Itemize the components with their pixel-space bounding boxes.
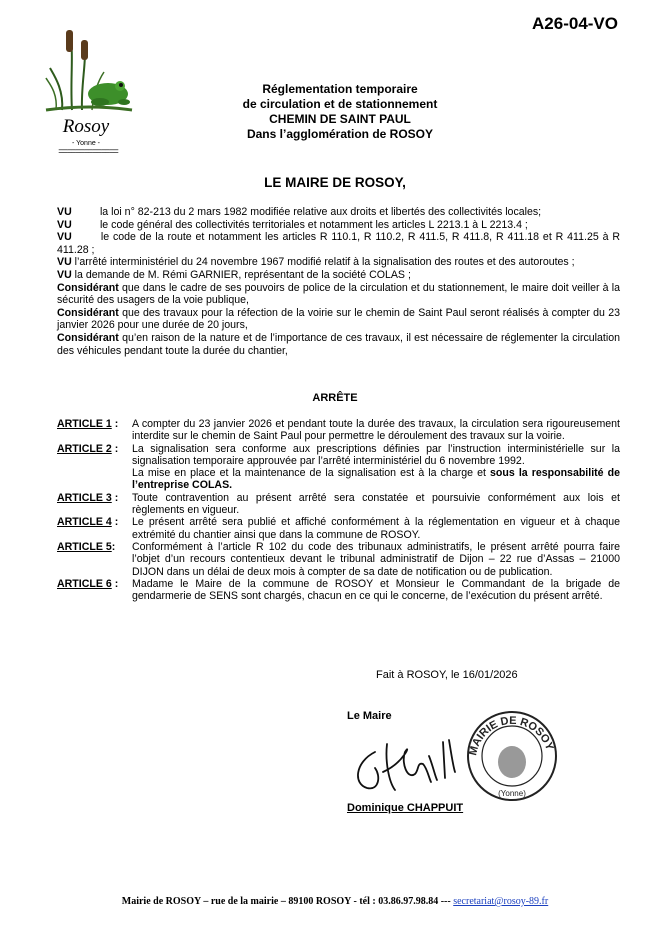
logo-department: - Yonne - bbox=[71, 140, 101, 147]
footer-email-link[interactable]: secretariat@rosoy-89.fr bbox=[453, 896, 549, 907]
consideration-item: VU l’arrêté interministériel du 24 novembre 1967 modifié relatif à la signalisation des routes et des autoroutes ; bbox=[57, 256, 575, 269]
town-logo bbox=[44, 20, 134, 115]
signature-title: Le Maire bbox=[347, 710, 392, 722]
article: ARTICLE 2 : La signalisation sera conforme aux prescriptions définies par l’instruction interministérielle sur la signalisation temporaire approuvée par l’arrêté interministériel du 6 novembre 1992. La mise en place et la maintenance de la signalisation est à la charge et sous la responsabilité de l’entreprise COLAS. bbox=[57, 442, 620, 492]
article-label: ARTICLE 3 bbox=[57, 491, 112, 504]
footer-address: Mairie de ROSOY – rue de la mairie – 89100 ROSOY - tél : 03.86.97.98.84 --- bbox=[121, 896, 454, 907]
consideration-item: VU la demande de M. Rémi GARNIER, représentant de la société COLAS ; bbox=[57, 268, 411, 281]
consideration-item: VU le code de la route et notamment les articles R 110.1, R 110.2, R 411.5, R 411.8, R 411.18 et R 411.25 à R 411.28 ; bbox=[57, 231, 620, 256]
consideration-item: VU la loi n° 82-213 du 2 mars 1982 modifiée relative aux droits et libertés des collectivités locales; bbox=[57, 206, 542, 218]
consideration-item: Considérant que des travaux pour la réfection de la voirie sur le chemin de Saint Paul seront réalisés à compter du 23 janvier 2026 pour une durée de 20 jours, bbox=[57, 306, 620, 332]
article-label: ARTICLE 1 bbox=[57, 418, 112, 430]
document-title bbox=[170, 82, 510, 142]
logo-town-name: Rosoy bbox=[62, 116, 110, 137]
arrete-heading: ARRÊTE bbox=[312, 392, 358, 404]
document-reference: A26-04-VO bbox=[532, 14, 618, 33]
signer-name: Dominique CHAPPUIT bbox=[347, 802, 464, 814]
cattail-icon bbox=[66, 30, 73, 52]
consideration-item: VU le code général des collectivités territoriales et notamment les articles L 2213.1 à L 2213.4 ; bbox=[57, 218, 528, 231]
title-line-2: de circulation et de stationnement bbox=[242, 97, 438, 111]
article-text: Le présent arrêté sera publié et affiché conformément à la réglementation en vigueur et à chaque extrémité du chantier ainsi que dans la commune de ROSOY. bbox=[132, 516, 620, 541]
article-label: ARTICLE 5 bbox=[57, 540, 112, 553]
svg-text:MAIRIE DE ROSOY: MAIRIE DE ROSOY bbox=[467, 714, 556, 757]
footer bbox=[0, 896, 670, 907]
handwritten-signature bbox=[345, 722, 475, 802]
consideration-item: Considérant que dans le cadre de ses pouvoirs de police de la circulation et du stationnement, le maire doit veiller à la sécurité des usagers de la voie publique, bbox=[57, 281, 620, 307]
article-text: La mise en place et la maintenance de la signalisation est à la charge et sous la responsabilité de l’entreprise COLAS. bbox=[132, 467, 620, 492]
title-line-3: CHEMIN DE SAINT PAUL bbox=[269, 112, 411, 126]
articles bbox=[57, 418, 620, 602]
place-and-date: Fait à ROSOY, le 16/01/2026 bbox=[376, 669, 518, 681]
article-text: A compter du 23 janvier 2026 et pendant toute la durée des travaux, la circulation sera rigoureusement interdite sur le chemin de Saint Paul pour permettre le déroulement des travaux sur la voirie. bbox=[132, 418, 620, 443]
consideration-item: Considérant qu’en raison de la nature et de l’importance de ces travaux, il est nécessaire de réglementer la circulation des véhicules pendant toute la durée du chantier, bbox=[57, 331, 620, 357]
article-label: ARTICLE 6 bbox=[57, 577, 112, 590]
logo-divider: ============== bbox=[58, 146, 118, 156]
article-label: ARTICLE 2 bbox=[57, 442, 112, 455]
mayor-heading: LE MAIRE DE ROSOY, bbox=[264, 175, 406, 190]
article-text: La signalisation sera conforme aux prescriptions définies par l’instruction interministérielle sur la signalisation temporaire approuvée par l’arrêté interministériel du 6 novembre 1992. bbox=[132, 442, 620, 467]
considerations bbox=[57, 206, 620, 357]
article: ARTICLE 4 : Le présent arrêté sera publié et affiché conformément à la réglementation en vigueur et à chaque extrémité du chantier ainsi que dans la commune de ROSOY. bbox=[57, 516, 620, 541]
coat-of-arms-icon bbox=[498, 746, 526, 778]
title-line-1: Réglementation temporaire bbox=[262, 82, 418, 96]
article: ARTICLE 1 : A compter du 23 janvier 2026 et pendant toute la durée des travaux, la circulation sera rigoureusement interdite sur le chemin de Saint Paul pour permettre le déroulement des travaux sur la voirie. bbox=[57, 418, 620, 443]
article-label: ARTICLE 4 bbox=[57, 516, 112, 529]
article: ARTICLE 6 : Madame le Maire de la commune de ROSOY et Monsieur le Commandant de la brigade de gendarmerie de SENS sont chargés, chacun en ce qui le concerne, de l’exécution du présent arrêté. bbox=[57, 577, 620, 603]
article-text: Madame le Maire de la commune de ROSOY et Monsieur le Commandant de la brigade de gendarmerie de SENS sont chargés, chacun en ce qui le concerne, de l’exécution du présent arrêté. bbox=[132, 577, 620, 603]
title-line-4: Dans l’agglomération de ROSOY bbox=[246, 127, 434, 141]
article: ARTICLE 5: Conformément à l’article R 102 du code des tribunaux administratifs, le présent arrêté pourra faire l’objet d’un recours contentieux devant le tribunal administratif de Dijon – 22 rue d’Assas – 21000 DIJON dans un délai de deux mois à compter de sa date de notification ou de publication. bbox=[57, 540, 620, 578]
article-text: Conformément à l’article R 102 du code des tribunaux administratifs, le présent arrêté pourra faire l’objet d’un recours contentieux devant le tribunal administratif de Dijon – 22 rue d’Assas – 21000 DIJON dans un délai de deux mois à compter de sa date de notification ou de publication. bbox=[132, 540, 620, 578]
article: ARTICLE 3 : Toute contravention au présent arrêté sera constatée et poursuivie conformément aux lois et règlements en vigueur. bbox=[57, 491, 620, 517]
article-text: Toute contravention au présent arrêté sera constatée et poursuivie conformément aux lois et règlements en vigueur. bbox=[132, 491, 620, 517]
town-hall-stamp bbox=[464, 708, 560, 804]
svg-text:(Yonne): (Yonne) bbox=[498, 789, 526, 798]
